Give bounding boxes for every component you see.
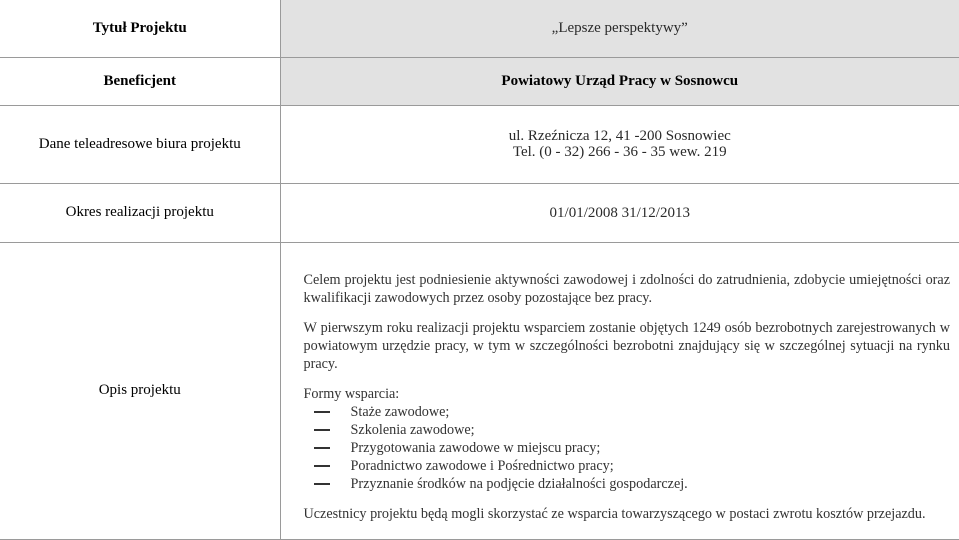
value-contact — [280, 105, 959, 183]
dash-bullet-icon — [314, 483, 330, 484]
list-item — [314, 457, 951, 475]
list-item — [314, 403, 951, 421]
dash-bullet-icon — [314, 465, 330, 466]
label-beneficiary: Beneficjent — [0, 57, 280, 105]
goal-paragraph: Celem projektu jest podniesienie aktywności zawodowej i zdolności do zatrudnienia, zdobycie umiejętności oraz kwalifikacji zawodowych przez osoby pozostające bez pracy. — [304, 271, 951, 307]
value-beneficiary — [280, 57, 959, 105]
label-period: Okres realizacji projektu — [0, 183, 280, 242]
list-item — [314, 439, 951, 457]
row-project-title — [0, 0, 959, 57]
scope-paragraph: W pierwszym roku realizacji projektu wsparciem zostanie objętych 1249 osób bezrobotnych zarejestrowanych w powiatowym urzędzie pracy, w tym w szczególności bezrobotni znajdujący się w szczególnej sytuacji na rynku pracy. — [304, 319, 951, 373]
support-form-text: Staże zawodowe; — [351, 403, 450, 421]
dash-bullet-icon — [314, 447, 330, 448]
list-item — [314, 475, 951, 493]
support-forms — [304, 385, 951, 493]
beneficiary-text: Powiatowy Urząd Pracy w Sosnowcu — [281, 73, 959, 89]
support-form-text: Poradnictwo zawodowe i Pośrednictwo pracy; — [351, 457, 614, 475]
support-form-text: Przyznanie środków na podjęcie działalności gospodarczej. — [351, 475, 688, 493]
support-form-text: Przygotowania zawodowe w miejscu pracy; — [351, 439, 601, 457]
period-text: 01/01/2008 31/12/2013 — [281, 205, 959, 221]
label-contact: Dane teleadresowe biura projektu — [0, 105, 280, 183]
contact-address: ul. Rzeźnicza 12, 41 -200 Sosnowiec — [281, 128, 959, 144]
row-period — [0, 183, 959, 242]
support-forms-list — [304, 403, 951, 493]
support-forms-title: Formy wsparcia: — [304, 385, 951, 403]
value-period — [280, 183, 959, 242]
row-beneficiary — [0, 57, 959, 105]
row-description — [0, 242, 959, 539]
label-project-title: Tytuł Projektu — [0, 0, 280, 57]
value-project-title — [280, 0, 959, 57]
value-description — [280, 242, 959, 539]
participants-paragraph: Uczestnicy projektu będą mogli skorzystać ze wsparcia towarzyszącego w postaci zwrotu kosztów przejazdu. — [304, 505, 951, 523]
contact-phone: Tel. (0 - 32) 266 - 36 - 35 wew. 219 — [281, 144, 959, 160]
label-description: Opis projektu — [0, 242, 280, 539]
dash-bullet-icon — [314, 429, 330, 430]
project-title-text: „Lepsze perspektywy” — [281, 20, 959, 36]
dash-bullet-icon — [314, 411, 330, 412]
support-form-text: Szkolenia zawodowe; — [351, 421, 475, 439]
list-item — [314, 421, 951, 439]
row-contact — [0, 105, 959, 183]
